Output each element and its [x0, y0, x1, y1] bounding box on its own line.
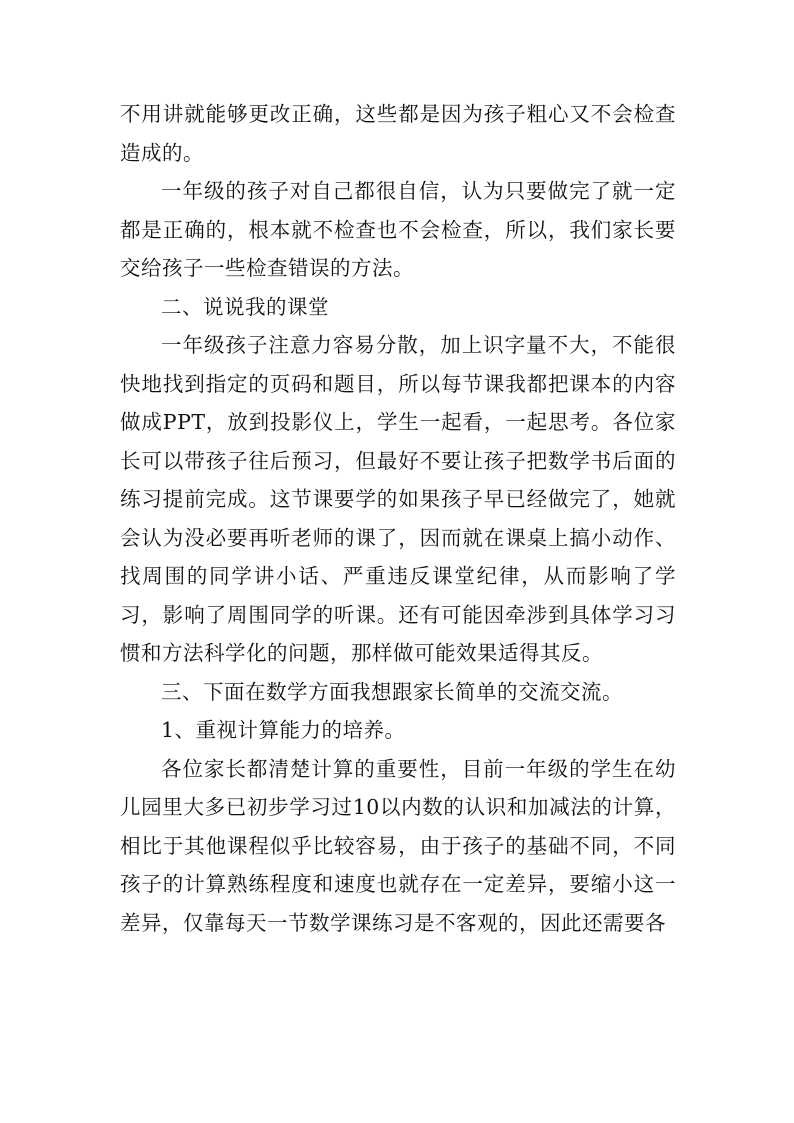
paragraph-calculation: 各位家长都清楚计算的重要性，目前一年级的学生在幼儿园里大多已初步学习过10以内数的认识和加减法的计算，相比于其他课程似乎比较容易，由于孩子的基础不同，不同孩子的计算熟练程度和速度也就存在一定差异，要缩小这一差异，仅靠每天一节数学课练习是不客观的，因此还需要各: [120, 756, 676, 935]
document-body: [120, 95, 676, 942]
section-heading-classroom: 二、说说我的课堂: [161, 294, 329, 319]
subheading-calculation: 1、重视计算能力的培养。: [161, 718, 406, 742]
paragraph-continuation: 不用讲就能够更改正确，这些都是因为孩子粗心又不会检查造成的。: [120, 102, 676, 165]
paragraph-self-check: 一年级的孩子对自己都很自信，认为只要做完了就一定都是正确的，根本就不检查也不会检查，所以，我们家长要交给孩子一些检查错误的方法。: [120, 179, 676, 280]
section-heading-math: 三、下面在数学方面我想跟家长简单的交流交流。: [161, 679, 623, 704]
paragraph-classroom: 一年级孩子注意力容易分散，加上识字量不大，不能很快地找到指定的页码和题目，所以每节课我都把课本的内容做成PPT，放到投影仪上，学生一起看，一起思考。各位家长可以带孩子往后预习，但最好不要让孩子把数学书后面的练习提前完成。这节课要学的如果孩子早已经做完了，她就会认为没必要再听老师的课了，因而就在课桌上搞小动作、找周围的同学讲小话、严重违反课堂纪律，从而影响了学习，影响了周围同学的听课。还有可能因牵涉到具体学习习惯和方法科学化的问题，那样做可能效果适得其反。: [120, 333, 676, 665]
